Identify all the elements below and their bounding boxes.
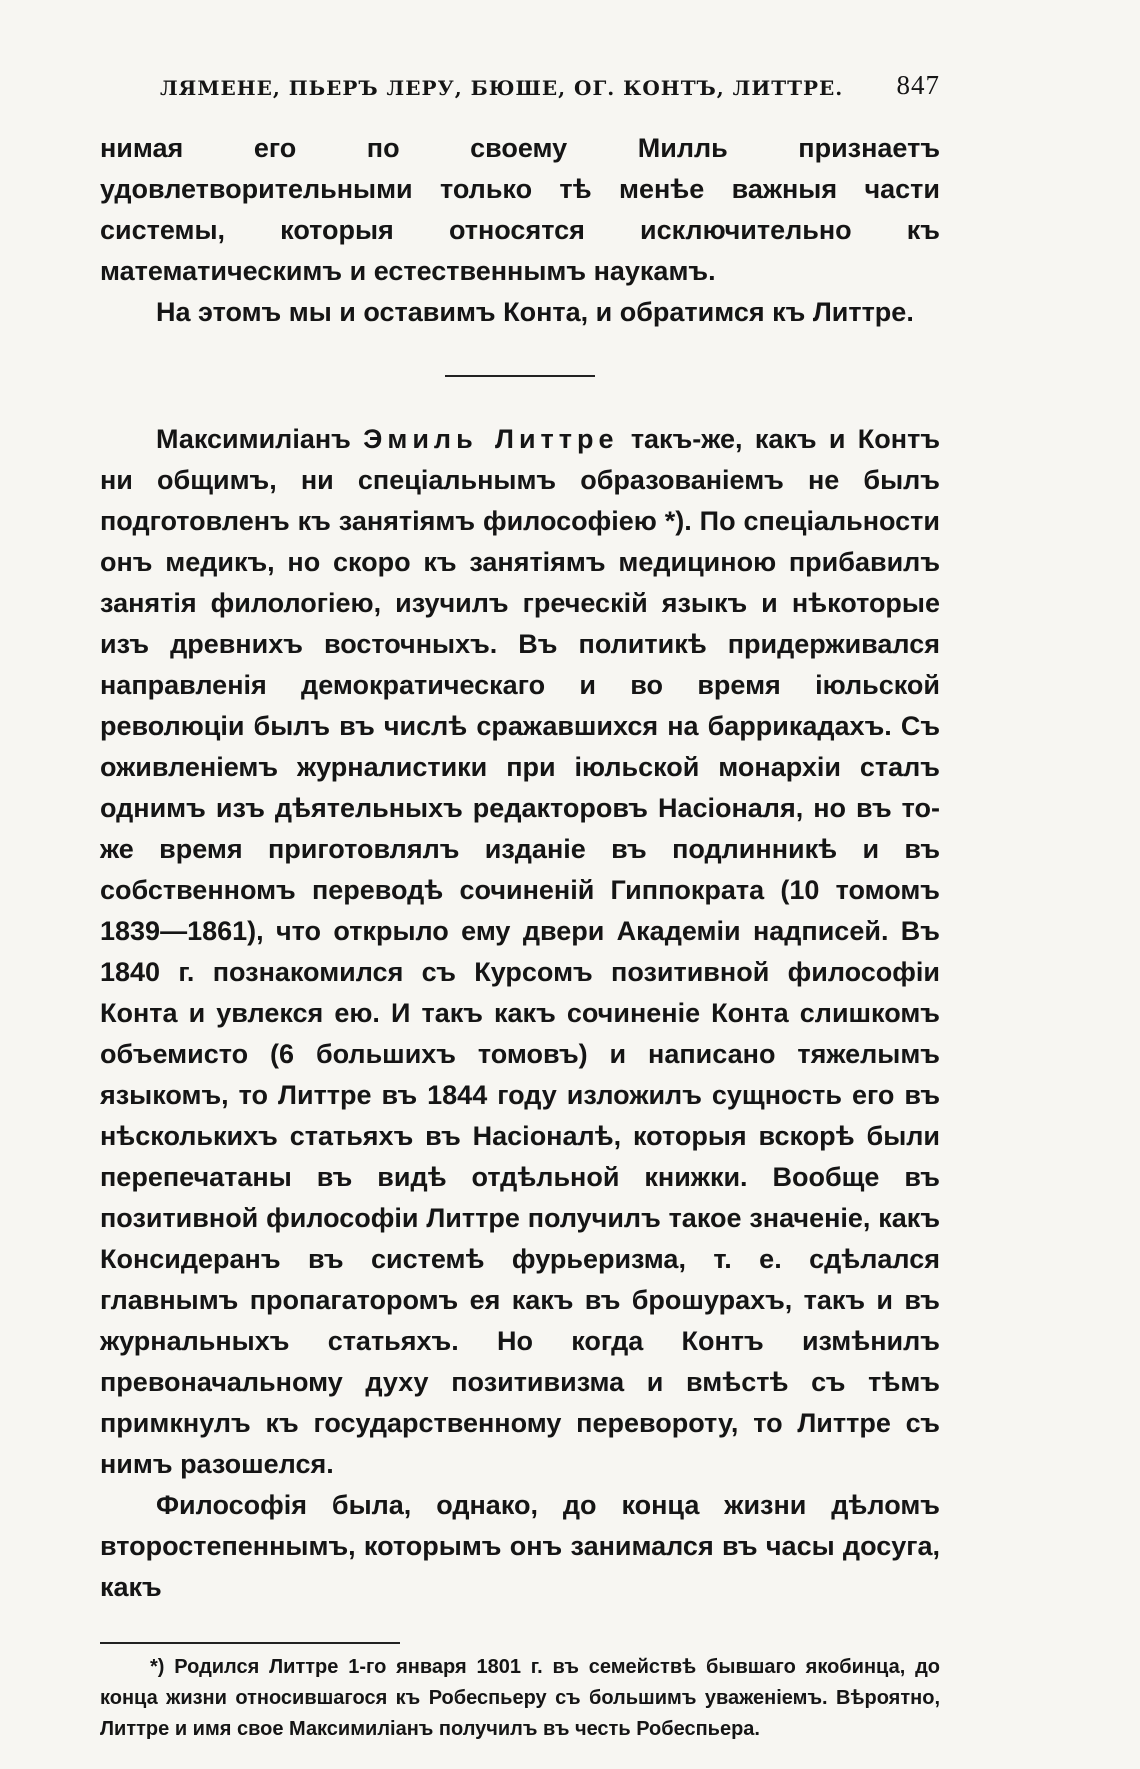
running-header	[100, 70, 940, 110]
book-page	[100, 70, 940, 1745]
lead-before: Максимиліанъ	[156, 424, 364, 454]
section-divider	[445, 375, 595, 377]
footnote: *) Родился Литтре 1-го января 1801 г. въ семействѣ бывшаго якобинца, до конца жизни относившагося къ Робеспьеру съ большимъ уваженіемъ. Вѣроятно, Литтре и имя свое Максимиліанъ получилъ въ честь Робеспьера.	[100, 1656, 940, 1740]
lead-after: такъ-же, какъ и Контъ ни общимъ, ни спеціальнымъ образованіемъ не былъ подготовленъ къ занятіямъ философіею *). По спеціальности онъ медикъ, но скоро къ занятіямъ медициною прибавилъ занятія филологіею, изучилъ греческій языкъ и нѣкоторые изъ древнихъ восточныхъ. Въ политикѣ придерживался направленія демократическаго и во время іюльской революціи былъ въ числѣ сражавшихся на баррикадахъ. Съ оживленіемъ журналистики при іюльской монархіи сталъ однимъ изъ дѣятельныхъ редакторовъ Насіоналя, но въ то-же время приготовлялъ изданіе въ подлинникѣ и въ собственномъ переводѣ сочиненій Гиппократа (10 томомъ 1839—1861), что открыло ему двери Академіи надписей. Въ 1840 г. познакомился съ Курсомъ позитивной философіи Конта и увлекся ею. И такъ какъ сочиненіе Конта слишкомъ объемисто (6 большихъ томовъ) и написано тяжелымъ языкомъ, то Литтре въ 1844 году изложилъ сущность его въ нѣсколькихъ статьяхъ въ Насіоналѣ, которыя вскорѣ были перепечатаны въ видѣ отдѣльной книжки. Вообще въ позитивной философіи Литтре получилъ такое значеніе, какъ Консидеранъ въ системѣ фурьеризма, т. е. сдѣлался главнымъ пропагаторомъ ея какъ въ брошурахъ, такъ и въ журнальныхъ статьяхъ. Но когда Контъ измѣнилъ превоначальному духу позитивизма и вмѣстѣ съ тѣмъ примкнулъ къ государственному перевороту, то Литтре съ нимъ разошелся.	[100, 424, 940, 1479]
footnote-divider	[100, 1642, 400, 1644]
second-paragraph: Философія была, однако, до конца жизни дѣломъ второстепеннымъ, которымъ онъ занимался въ часы досуга, какъ	[100, 1490, 940, 1602]
continuation-paragraph: нимая его по своему Милль признаетъ удовлетворительными только тѣ менѣе важныя части системы, которыя относятся исключительно къ математическимъ и естественнымъ наукамъ.	[100, 133, 940, 286]
running-title: ЛЯМЕНЕ, ПЬЕРЪ ЛЕРУ, БЮШЕ, ОГ. КОНТЪ, ЛИТТРЕ.	[160, 76, 844, 100]
spaced-name: Эмиль Литтре	[363, 424, 619, 454]
page-number: 847	[896, 70, 940, 100]
closing-line: На этомъ мы и оставимъ Конта, и обратимся къ Литтре.	[156, 297, 914, 327]
section-paragraph	[100, 419, 940, 1485]
